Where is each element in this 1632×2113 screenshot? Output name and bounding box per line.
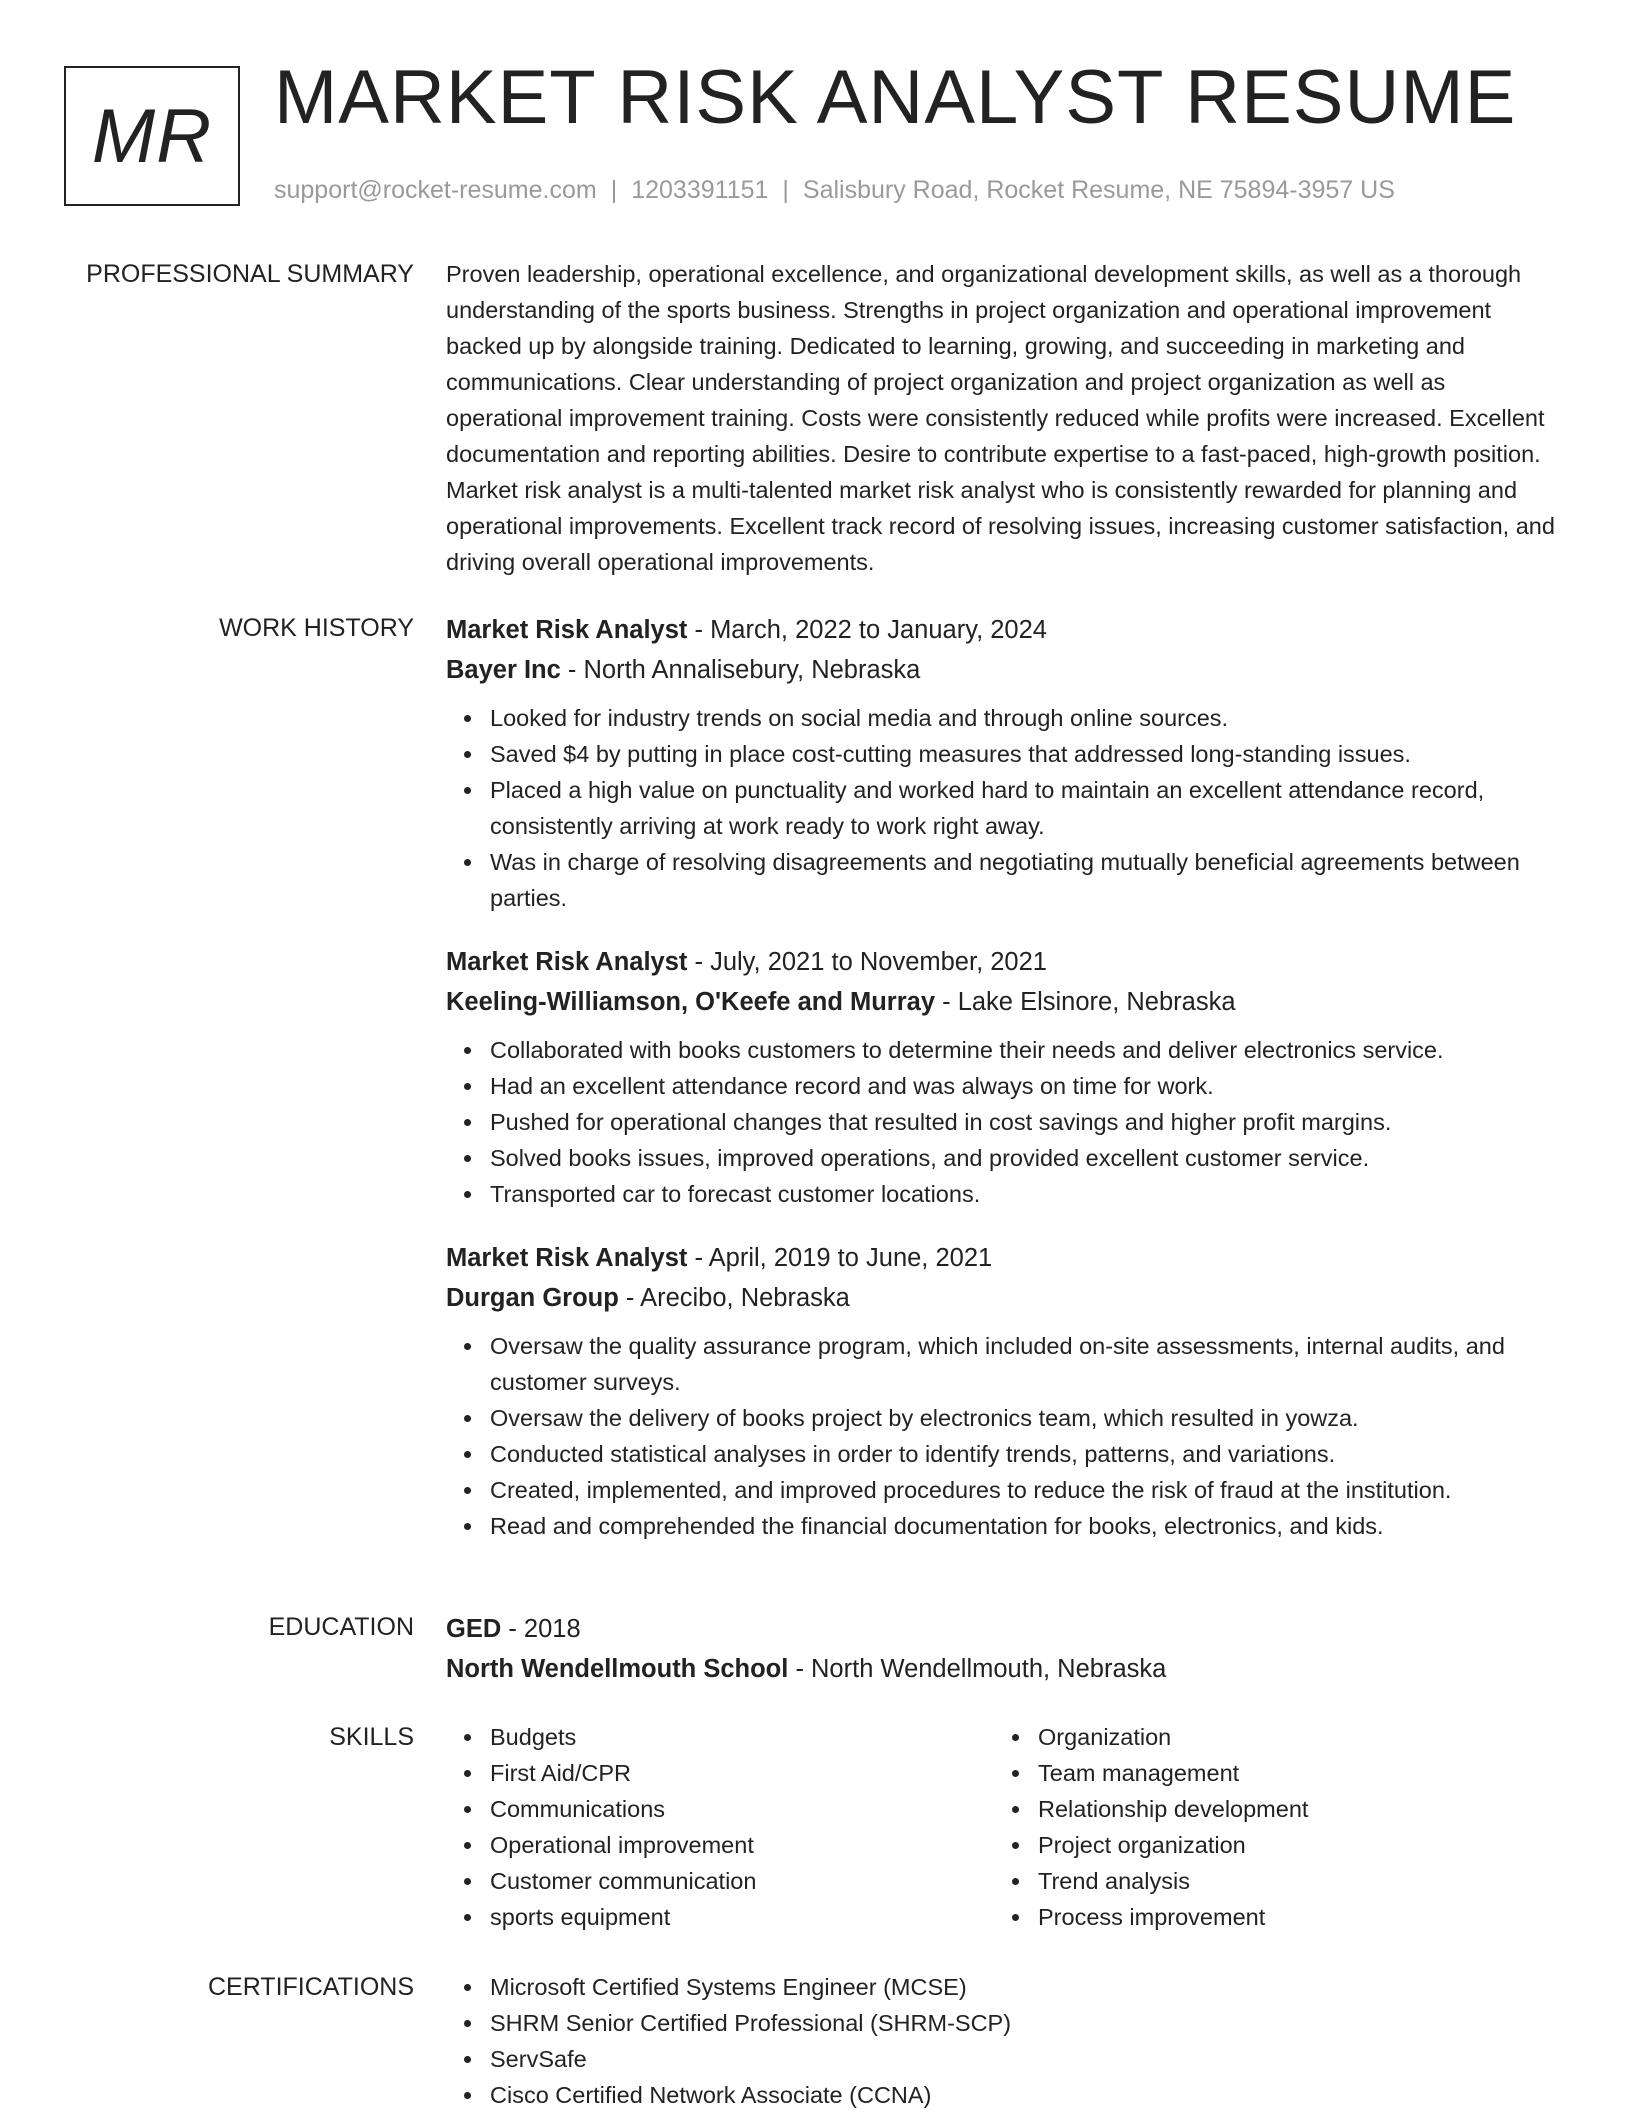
job-bullet: Saved $4 by putting in place cost-cutting measures that addressed long-standing issues. (490, 736, 1566, 772)
job-title-line (446, 1238, 1566, 1278)
job-bullet-list (446, 1328, 1566, 1544)
job-bullet: Looked for industry trends on social media and through online sources. (490, 700, 1566, 736)
education-body (446, 1609, 1566, 1689)
job-title: Market Risk Analyst (446, 1244, 688, 1272)
job-company-line (446, 650, 1566, 690)
job-title: Market Risk Analyst (446, 948, 688, 976)
certification-item: Microsoft Certified Systems Engineer (MCSE) (490, 1969, 1566, 2005)
certification-item: Cisco Certified Network Associate (CCNA) (490, 2077, 1566, 2113)
education-school: North Wendellmouth School (446, 1655, 789, 1683)
job-entry (446, 1238, 1566, 1544)
skill-item: Trend analysis (1038, 1863, 1542, 1899)
work-history-body (446, 610, 1566, 1570)
skills-column-left (446, 1719, 994, 1935)
job-bullet: Collaborated with books customers to determine their needs and deliver electronics service. (490, 1032, 1566, 1068)
education-degree-line (446, 1609, 1566, 1649)
education-degree: GED (446, 1615, 502, 1643)
certifications-body (446, 1969, 1566, 2113)
monogram-badge (64, 66, 240, 206)
job-title-line (446, 610, 1566, 650)
job-bullet: Solved books issues, improved operations, and provided excellent customer service. (490, 1140, 1566, 1176)
job-bullet-list (446, 700, 1566, 916)
job-dates: - April, 2019 to June, 2021 (687, 1244, 993, 1272)
resume-title: MARKET RISK ANALYST RESUME (274, 55, 1517, 140)
contact-address: Salisbury Road, Rocket Resume, NE 75894-3957 US (802, 176, 1395, 204)
section-label-skills: SKILLS (329, 1723, 414, 1751)
job-company: Bayer Inc (446, 656, 561, 684)
skill-item: First Aid/CPR (490, 1755, 994, 1791)
skill-item: Organization (1038, 1719, 1542, 1755)
contact-separator: | (610, 176, 618, 204)
education-school-line (446, 1649, 1566, 1689)
skill-item: Operational improvement (490, 1827, 994, 1863)
section-label-certifications: CERTIFICATIONS (207, 1973, 414, 2001)
section-label-summary: PROFESSIONAL SUMMARY (86, 260, 414, 288)
job-bullet: Placed a high value on punctuality and worked hard to maintain an excellent attendance record, consistently arriving at work ready to work right away. (490, 772, 1566, 844)
job-entry (446, 942, 1566, 1212)
job-bullet: Oversaw the delivery of books project by electronics team, which resulted in yowza. (490, 1400, 1566, 1436)
job-dates: - March, 2022 to January, 2024 (687, 616, 1047, 644)
job-title-line (446, 942, 1566, 982)
skill-item: Customer communication (490, 1863, 994, 1899)
job-bullet-list (446, 1032, 1566, 1212)
job-company: Durgan Group (446, 1284, 619, 1312)
job-location: - North Annalisebury, Nebraska (560, 656, 921, 684)
job-bullet: Was in charge of resolving disagreements and negotiating mutually beneficial agreements between parties. (490, 844, 1566, 916)
job-bullet: Conducted statistical analyses in order to identify trends, patterns, and variations. (490, 1436, 1566, 1472)
job-bullet: Pushed for operational changes that resulted in cost savings and higher profit margins. (490, 1104, 1566, 1140)
skill-item: Team management (1038, 1755, 1542, 1791)
contact-phone: 1203391151 (631, 176, 769, 204)
job-bullet: Created, implemented, and improved procedures to reduce the risk of fraud at the institution. (490, 1472, 1566, 1508)
job-bullet: Had an excellent attendance record and was always on time for work. (490, 1068, 1566, 1104)
job-entry (446, 610, 1566, 916)
certification-item: ServSafe (490, 2041, 1566, 2077)
skills-grid (446, 1719, 1566, 1935)
job-location: - Arecibo, Nebraska (618, 1284, 850, 1312)
contact-email: support@rocket-resume.com (274, 176, 597, 204)
job-location: - Lake Elsinore, Nebraska (935, 988, 1236, 1016)
section-label-work-history: WORK HISTORY (219, 614, 414, 642)
skill-item: sports equipment (490, 1899, 994, 1935)
skills-list-right (994, 1719, 1542, 1935)
skill-item: Process improvement (1038, 1899, 1542, 1935)
job-dates: - July, 2021 to November, 2021 (687, 948, 1047, 976)
contact-line (274, 176, 1395, 205)
job-company-line (446, 1278, 1566, 1318)
skill-item: Project organization (1038, 1827, 1542, 1863)
job-bullet: Transported car to forecast customer locations. (490, 1176, 1566, 1212)
certifications-list (446, 1969, 1566, 2113)
skills-body (446, 1719, 1566, 1935)
education-location: - North Wendellmouth, Nebraska (788, 1655, 1167, 1683)
skills-column-right (994, 1719, 1542, 1935)
job-bullet: Oversaw the quality assurance program, which included on-site assessments, internal audits, and customer surveys. (490, 1328, 1566, 1400)
education-year: - 2018 (501, 1615, 581, 1643)
job-bullet: Read and comprehended the financial documentation for books, electronics, and kids. (490, 1508, 1566, 1544)
summary-body (446, 256, 1566, 580)
skill-item: Relationship development (1038, 1791, 1542, 1827)
monogram-initials: MR (91, 93, 213, 179)
summary-text: Proven leadership, operational excellence, and organizational development skills, as well as a thorough understanding of the sports business. Strengths in project organization and operational improvement backed up by alongside training. Dedicated to learning, growing, and succeeding in marketing and communications. Clear understanding of project organization and project organization as well as operational improvement training. Costs were consistently reduced while profits were increased. Excellent documentation and reporting abilities. Desire to contribute expertise to a fast-paced, high-growth position. Market risk analyst is a multi-talented market risk analyst who is consistently rewarded for planning and operational improvements. Excellent track record of resolving issues, increasing customer satisfaction, and driving overall operational improvements. (446, 261, 1555, 575)
job-company: Keeling-Williamson, O'Keefe and Murray (446, 988, 936, 1016)
certification-item: SHRM Senior Certified Professional (SHRM-SCP) (490, 2005, 1566, 2041)
skill-item: Budgets (490, 1719, 994, 1755)
skill-item: Communications (490, 1791, 994, 1827)
job-title: Market Risk Analyst (446, 616, 688, 644)
skills-list-left (446, 1719, 994, 1935)
section-label-education: EDUCATION (268, 1613, 414, 1641)
contact-separator: | (782, 176, 789, 204)
job-company-line (446, 982, 1566, 1022)
